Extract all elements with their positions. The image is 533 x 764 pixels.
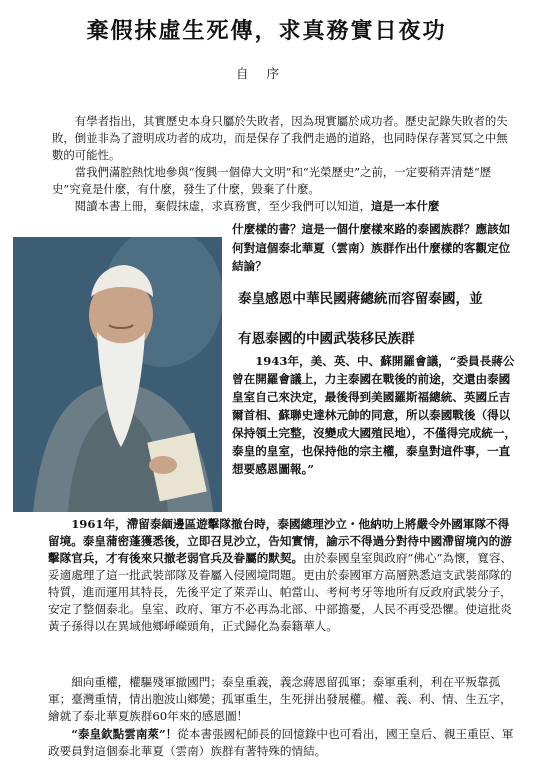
- paragraph-3-continuation: [232, 220, 520, 276]
- paragraph-2: 當我們滿腔熱忱地參與“復興一個偉大文明”和“光榮歷史”之前，一定要稍弄清楚“歷史”究竟是什麼，有什麼，發生了什麼，毀棄了什麼。: [52, 165, 492, 196]
- paragraph-5-text: 由於泰國皇室與政府“佛心”為懷，寬容、妥適處理了這一批武裝部隊及眷屬入侵國境問題。更由於泰國軍方高層熟悉這支武裝部隊的特質，進而運用其特長，先後平定了萊弄山、帕當山、考柯考牙等地所有反政府武裝分子，安定了整個泰北。皇室、政府、軍方不必再為北部、中部擔憂，人民不再受恐懼。使這批炎黃子孫得以在異域他鄉崢嶸頭角，正式歸化為泰籍華人。: [48, 551, 513, 633]
- paragraph-7: [48, 726, 518, 760]
- paragraph-6: 細向重權，權驅殘軍撤國門；泰皇重義，義念蔣恩留孤軍；泰軍重利，利在平叛靠孤軍；臺灣重情，情出胞波山鄉變；孤軍重生，生死拼出發展權。權、義、利、情、生五字，繪就了泰北華夏族群60年來的感恩圖！: [48, 675, 512, 723]
- portrait-illustration: [13, 237, 222, 512]
- paragraph-3-bold-rest: 什麼樣的書？這是一個什麼樣來路的泰國族群？應該如何對這個泰北華夏（雲南）族群作出什麼樣的客觀定位結論？: [232, 222, 511, 273]
- paragraph-1: 有學者指出，其實歷史本身只屬於失敗者，因為現實屬於成功者。歷史記錄失敗者的失敗，倒並非為了證明成功者的成功，而是保存了我們走過的道路，也同時保存著冥冥之中無數的可能性。: [52, 114, 508, 162]
- page-subtitle: 自序: [235, 66, 297, 81]
- page-title: 棄假抹虛生死傳，求真務實日夜功: [86, 18, 447, 44]
- paragraph-7-bold: “泰皇欽點雲南萊”！: [71, 727, 178, 741]
- paragraph-7-text: 從本書張國杞師長的回憶錄中也可看出，國王皇后、親王重臣、軍政要員對這個泰北華夏（雲南）族群有著特殊的情結。: [48, 727, 514, 758]
- paragraph-5: [48, 516, 518, 635]
- paragraph-4: 1943年，美、英、中、蘇開羅會議，“委員長蔣公曾在開羅會議上，力主泰國在戰後的前途，交還由泰國皇室自己來決定，最後得到美國羅斯福總統、英國丘吉爾首相、蘇聯史達林元帥的同意，所以泰國戰後（得以保持領土完整，沒變成大國殖民地），不僅得完成統一，泰皇的皇室，也保持他的宗主權，泰皇對這件事，一直想要感恩圖報。”: [232, 354, 517, 476]
- paragraph-3-lead: [52, 198, 522, 215]
- portrait-photo: [13, 237, 222, 512]
- section-heading-line-2: 有恩泰國的中國武裝移民族群: [238, 331, 415, 347]
- paragraph-5-bold: 1961年，滯留泰緬邊區遊擊隊撤台時，泰國總理沙立・他納叻上將嚴令外國軍隊不得留境。泰皇蒲密蓬獲悉後，立即召見沙立，告知實情，諭示不得過分對待中國滯留境內的游擊隊官兵，才有後來只撤老弱官兵及眷屬的默契。: [48, 517, 512, 565]
- section-heading-line-1: 泰皇感恩中華民國蔣總統而容留泰國，並: [238, 291, 483, 307]
- paragraph-3-text: 閱讀本書上冊，棄假抹虛，求真務實，至少我們可以知道，: [74, 199, 371, 213]
- paragraph-3-bold: 這是一本什麼: [370, 199, 440, 213]
